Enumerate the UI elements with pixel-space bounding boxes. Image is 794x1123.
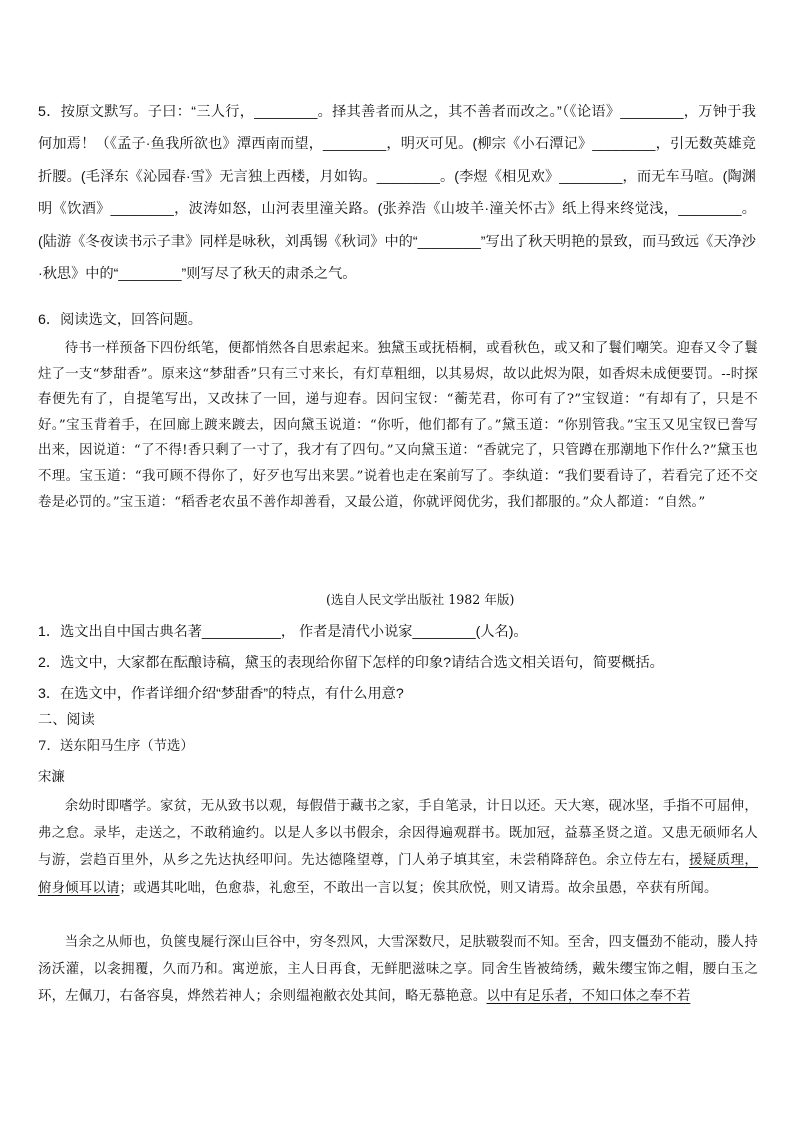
underlined-phrase-1: 援疑质理，俯身倾耳以请	[38, 853, 758, 896]
underlined-phrase-2: 以中有足乐者，不知口体之奉不若	[486, 989, 691, 1005]
question-7-author: 宋濂	[38, 770, 65, 785]
question-6-title: 6．阅读选文，回答问题。	[38, 312, 202, 328]
paragraph-1-text-a: 余幼时即嗜学。家贫，无从致书以观，每假借于藏书之家，手自笔录，计日以还。天大寒，砚冰坚，手指不可屈伸，弗之怠。录毕，走送之，不敢稍逾约。以是人多以书假余，余因得遍观群书。既加冠，益慕圣贤之道。又患无硕师名人与游，尝趋百里外，从乡之先达执经叩问。先达德隆望尊，门人弟子填其室，未尝稍降辞色。余立侍左右，	[38, 799, 758, 869]
passage-source: (选自人民文学出版社 1982 年版)	[326, 592, 515, 607]
paragraph-2-text-a: 当余之从师也，负箧曳屣行深山巨谷中，穷冬烈风，大雪深数尺，足肤皲裂而不知。至舍，四支僵劲不能动，媵人持汤沃灌，以衾拥覆，久而乃和。寓逆旅，主人日再食，无鲜肥滋味之享。同舍生皆被绮绣，戴朱缨宝饰之帽，腰白玉之环，左佩刀，右备容臭，烨然若神人；余则缊袍敝衣处其间，略无慕艳意。	[38, 935, 758, 1005]
paragraph-1-text-b: ；或遇其叱咄，色愈恭，礼愈至，不敢出一言以复；俟其欣悦，则又请焉。故余虽愚，卒获有所闻。	[119, 880, 718, 896]
question-6-passage: 待书一样预备下四份纸笔，便都悄然各自思索起来。独黛玉或抚梧桐，或看秋色，或又和了鬟们嘲笑。迎春又令了鬟炷了一支“梦甜香”。原来这“梦甜香”只有三寸来长，有灯草粗细，以其易烬，故以此烬为限，如香烬未成便要罚。--时探春便先有了，自提笔写出，又改抹了一回，递与迎春。因问宝钗：“蘅芜君，你可有了?”宝钗道：“有却有了，只是不好。”宝玉背着手，在回廊上踱来踱去，因向黛玉说道：“你听，他们都有了。”黛玉道：“你别管我。”宝玉又见宝钗已誊写出来，因说道：“了不得!香只剩了一寸了，我才有了四句。”又向黛玉道：“香就完了，只管蹲在那潮地下作什么?”黛玉也不理。宝玉道：“我可顾不得你了，好歹也写出来罢。”说着也走在案前写了。李纨道：“我们要看诗了，若看完了还不交卷是必罚的。”宝玉道：“稻香老农虽不善作却善看，又最公道，你就评阅优劣，我们都服的。”众人都道：“自然。”	[38, 341, 758, 510]
question-5-dictation: 5．按原文默写。子曰：“三人行，________。择其善者而从之，其不善者而改之。”（《论语》________，万钟于我何加焉！（《孟子·鱼我所欲也》潭西南而望，________，明灭可见。(柳宗《小石潭记》________，引无数英雄竞折腰。(毛泽东《沁园春·雪》无言独上西楼，月如钩。________。(李煜《相见欢》________，而无车马喧。(陶渊明《饮酒》________，波涛如怒，山河表里潼关路。(张养浩《山坡羊·潼关怀古》纸上得来终觉浅，________。(陆游《冬夜读书示子聿》同样是咏秋，刘禹锡《秋词》中的“________”写出了秋天明艳的景致，而马致远《天净沙·秋思》中的“________”则写尽了秋天的肃杀之气。	[38, 104, 756, 283]
question-7-paragraph-1	[38, 793, 758, 902]
section-heading-reading: 二、阅读	[38, 712, 95, 728]
question-6-sub-1: 1．选文出自中国古典名著__________， 作者是清代小说家________(人名)。	[38, 624, 528, 640]
question-7-paragraph-2	[38, 929, 758, 1011]
question-7-title: 7．送东阳马生序（节选）	[38, 739, 194, 754]
question-6-sub-3: 3．在选文中，作者详细介绍“梦甜香”的特点，有什么用意?	[38, 686, 404, 702]
question-6-sub-2: 2．选文中，大家都在酝酿诗稿，黛玉的表现给你留下怎样的印象?请结合选文相关语句，简要概括。	[38, 655, 664, 671]
